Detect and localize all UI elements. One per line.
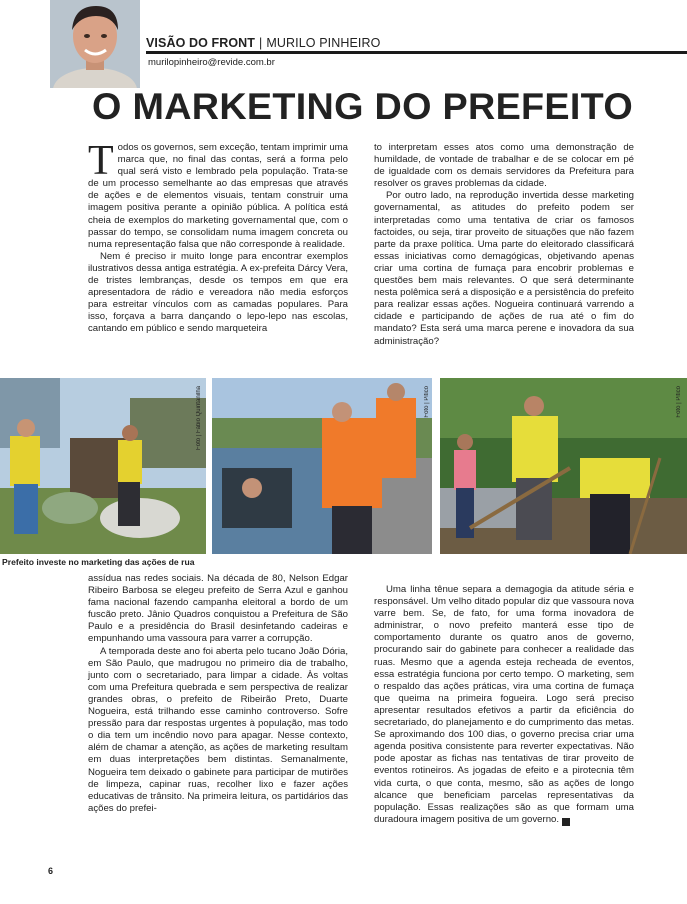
paragraph: assídua nas redes sociais. Na década de 80, Nelson Edgar Ribeiro Barbosa se elegeu prefeito de Serra Azul e ganhou fama nacional fazendo campanha eleitoral a bordo de um fuscão preto. Jânio Quadros conquistou a Prefeitura de São Paulo e a presidência do Brasil desinfetando cadeiras e empunhando uma vassoura para varrer a corrupção. bbox=[88, 573, 348, 645]
column-header bbox=[146, 36, 380, 50]
photo-2 bbox=[212, 378, 432, 554]
article-column-4 bbox=[374, 584, 634, 826]
end-of-article-mark: r bbox=[562, 818, 570, 826]
paragraph bbox=[374, 584, 634, 826]
photo-strip bbox=[0, 378, 687, 554]
paragraph: Por outro lado, na reprodução invertida desse marketing governamental, as atitudes do prefeito podem ser interpretadas como uma tentativa de criar os famosos factoides, ou seja, tirar proveito de situações que não fazem parte da praxe política. Uma parte do eleitorado classificará essas iniciativas como demagógicas, objetivando apenas criar uma cortina de fumaça para encobrir problemas e questões bem mais relevantes. O que será determinante nesta polêmica será a disposição e a persistência do prefeito para realizar essas ações. Nogueira continuará varrendo a cidade e participando de ações de rua até o fim do mandato? Esta será uma marca perene e inovadora da sua administração? bbox=[374, 190, 634, 347]
paragraph-text: odos os governos, sem exceção, tentam imprimir uma marca que, no final das contas, será a forma pelo qual será visto e lembrado pela população. Trata-se de um processo semelhante ao das empresas que através de ações e de elementos visuais, tentam construir uma imagem positiva perante a opinião pública. A política está cheia de exemplos do marketing governamental que, com o passar do tempo, se consolidam numa imagem concreta ou numa representação falsa que não corresponde à realidade. bbox=[88, 142, 348, 250]
photo-3 bbox=[440, 378, 687, 554]
paragraph-text: Uma linha tênue separa a demagogia da atitude séria e responsável. Um velho ditado popular diz que vassoura nova varre bem. Se, de fato, for uma forma inovadora de administrar, o novo prefeito manterá esse tipo de comportamento durante os quatro anos de governo, procurando sair do gabinete para conhecer a realidade das ruas. Mesmo que a agenda esteja recheada de eventos, essa estratégia funciona por certo tempo. O marketing, sem o respaldo das ações práticas, vira uma cortina de fumaça que queima na primeira fogueira. Logo será preciso apresentar resultados efetivos a partir da eficiência do secretariado, do planejamento e do cumprimento das metas. Se aproximando dos 100 dias, o governo precisa criar uma agenda positiva consistente para reverter expectativas. Não pode apostar as fichas nas tentativas de tirar proveito de eventos rotineiros. As jogadas de efeito e a pirotecnia têm vida curta, o que conta, mesmo, são as ações de longo alcance que beneficiam parcelas representativas da população. Essas realizações são as que formam uma duradoura imagem positiva de um governo. bbox=[374, 584, 634, 825]
photo-caption: Prefeito investe no marketing das ações de rua bbox=[2, 557, 195, 567]
drop-cap: T bbox=[88, 138, 114, 184]
header-separator: | bbox=[259, 36, 263, 50]
photo-credit: Foto | Pitico bbox=[424, 386, 430, 418]
paragraph: to interpretam esses atos como uma demonstração de humildade, de vontade de trabalhar e de se colocar em pé de igualdade com os demais servidores da Prefeitura para resolver os graves problemas da cidade. bbox=[374, 142, 634, 190]
header-rule bbox=[146, 51, 687, 54]
photo-1 bbox=[0, 378, 206, 554]
paragraph: Nem é preciso ir muito longe para encontrar exemplos ilustrativos dessa antiga estratégia. A ex-prefeita Dárcy Vera, de tristes lembranças, desde os tempos em que era apresentadora de rádio e vereadora não media esforços para estreitar vínculos com as camadas populares. Para isso, forçava a barra dançando o lepo-lepo nas escolas, cantando em público e sendo marqueteira bbox=[88, 250, 348, 335]
article-headline: O MARKETING DO PREFEITO bbox=[92, 86, 634, 127]
paragraph bbox=[88, 138, 348, 251]
paragraph: A temporada deste ano foi aberta pelo tucano João Dória, em São Paulo, que madrugou no primeiro dia de trabalho, junto com o secretariado, para limpar a cidade. Às voltas com uma Prefeitura quebrada e sem perspectiva de realizar grandes obras, o prefeito de Ribeirão Preto, Duarte Nogueira, está trilhando esse caminho controverso. Sofre pressão para dar respostas urgentes à população, mas todo o dia tem um incêndio novo para apagar. Nesse contexto, além de chamar a atenção, as ações de marketing resultam em duas interpretações bem distintas. Semanalmente, Nogueira tem deixado o gabinete para participar de mutirões de limpeza, capinar ruas, recolher lixo e fazer ações educativas de trânsito. Na primeira leitura, os partidários das ações do prefei- bbox=[88, 645, 348, 814]
article-column-3 bbox=[88, 573, 348, 815]
columnist-photo bbox=[50, 0, 140, 88]
photo-credit: Foto | Pitico bbox=[676, 386, 682, 418]
page-number: 6 bbox=[48, 866, 54, 876]
article-column-2 bbox=[374, 142, 634, 348]
photo-credit: Foto | Fábio Quintanilha bbox=[196, 386, 202, 450]
author-name: MURILO PINHEIRO bbox=[266, 36, 381, 50]
author-email[interactable]: murilopinheiro@revide.com.br bbox=[148, 57, 275, 68]
article-column-1 bbox=[88, 138, 348, 336]
column-name: VISÃO DO FRONT bbox=[146, 36, 256, 50]
